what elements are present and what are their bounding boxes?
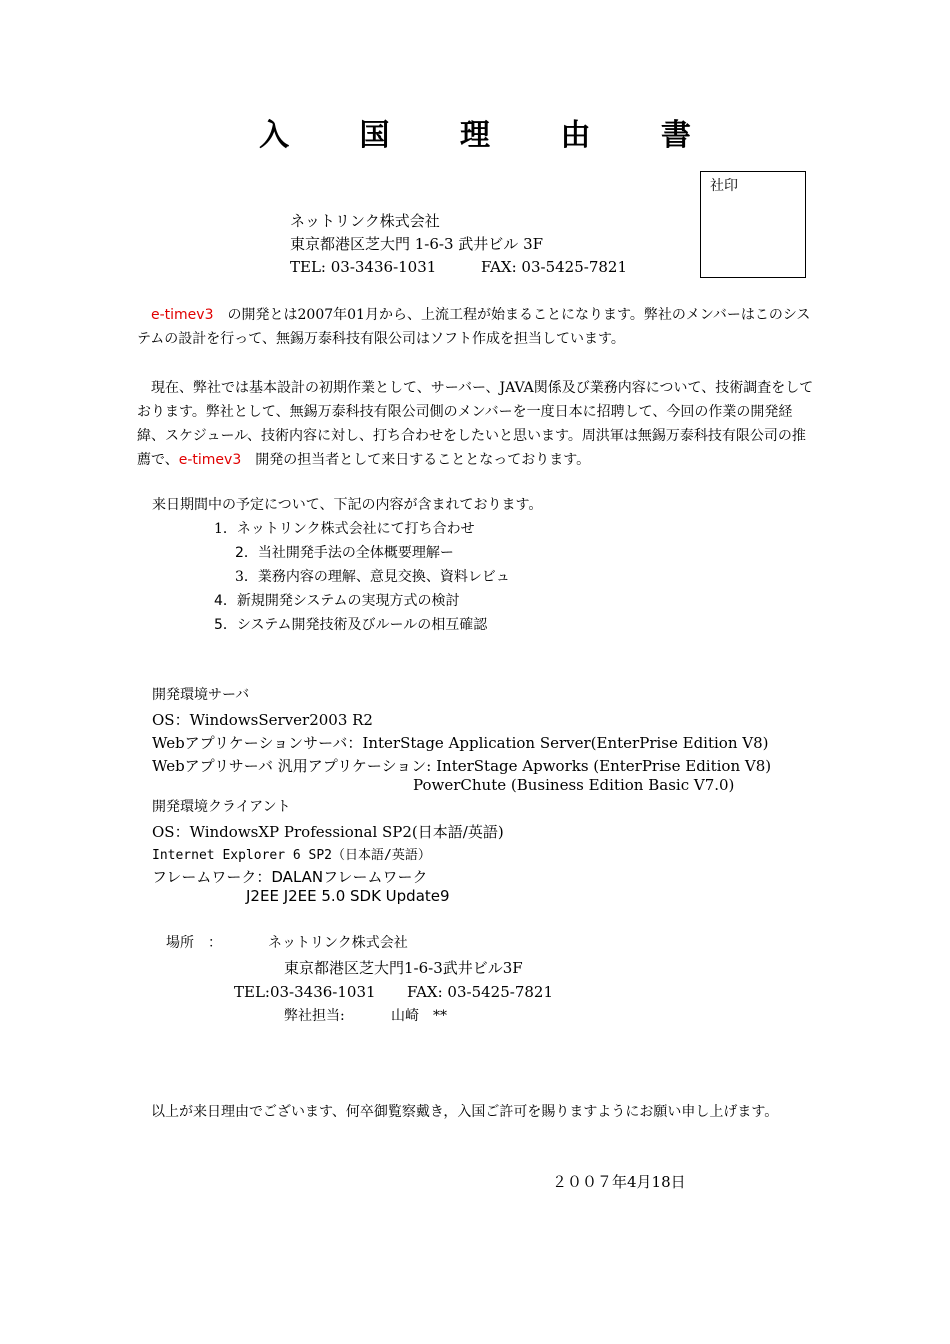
paragraph-2: 現在、弊社では基本設計の初期作業として、サーバー、JAVA関係及び業務内容について、技術調査をしております。弊社として、無錫万泰科技有限公司側のメンバーを一度日本に招聘して、今回の作業の開発経緯、スケジュール、技術内容に対し、打ち合わせをしたいと思います。周洪軍は無錫万泰科技有限公司の推薦で、e-timev3 開発の担当者として来日することとなっております。 (137, 380, 814, 468)
location-tel: TEL:03-3436-1031 (234, 983, 376, 1001)
client-env-heading: 開発環境クライアント (152, 799, 291, 815)
paragraph-1: e-timev3 の開発とは2007年01月から、上流工程が始まることになります。弊社のメンバーはこのシステムの設計を行って、無錫万泰科技有限公司はソフト作成を担当しています。 (137, 307, 811, 347)
j2ee-sdk: J2EE J2EE 5.0 SDK Update9 (246, 887, 450, 905)
contact-label: 弊社担当: (284, 1008, 345, 1024)
framework: フレームワーク：DALANフレームワーク (152, 868, 428, 886)
schedule-item-5: 5．システム開発技術及びルールの相互確認 (214, 617, 488, 633)
internet-explorer: Internet Explorer 6 SP2（日本語/英語） (152, 848, 431, 863)
client-os: OS：WindowsXP Professional SP2(日本語/英語) (152, 823, 504, 841)
closing-paragraph: 以上が来日理由でございます、何卒御覧察戴き，入国ご許可を賜りますようにお願い申し上げます。 (137, 1104, 779, 1120)
web-general-app: Webアプリサーバ 汎用アプリケーション: InterStage Apworks (EnterPrise Edition V8) (152, 757, 772, 775)
schedule-item-4: 4．新規開発システムの実現方式の検討 (214, 593, 460, 609)
powerchute: PowerChute (Business Edition Basic V7.0) (413, 776, 735, 794)
document-date: ２００７年4月18日 (552, 1173, 686, 1191)
location-company: ネットリンク株式会社 (268, 935, 408, 951)
product-name: e-timev3 (178, 452, 242, 468)
seal-label: 社印 (710, 178, 738, 194)
document-title: 入 国 理 由 書 (259, 118, 721, 153)
location-label: 場所 ： (166, 935, 222, 951)
web-app-server: Webアプリケーションサーバ：InterStage Application Server(EnterPrise Edition V8) (152, 734, 769, 752)
server-env-heading: 開発環境サーバ (152, 687, 250, 703)
sender-tel: TEL: 03-3436-1031 (290, 258, 437, 276)
location-fax: FAX: 03-5425-7821 (407, 983, 554, 1001)
schedule-item-3: 3．業務内容の理解、意見交換、資料レビュ (235, 569, 510, 585)
sender-company: ネットリンク株式会社 (290, 212, 440, 230)
contact-name: 山崎 ** (391, 1008, 447, 1024)
sender-fax: FAX: 03-5425-7821 (481, 258, 628, 276)
schedule-item-2: 2．当社開発手法の全体概要理解ー (235, 545, 454, 561)
location-address: 東京都港区芝大門1-6-3武井ビル3F (284, 959, 523, 977)
sender-address: 東京都港区芝大門 1-6-3 武井ビル 3F (290, 235, 544, 253)
schedule-item-1: 1．ネットリンク株式会社にて打ち合わせ (214, 521, 475, 537)
company-seal-box (700, 171, 806, 278)
server-os: OS：WindowsServer2003 R2 (152, 711, 373, 729)
schedule-intro: 来日期間中の予定について、下記の内容が含まれております。 (152, 497, 543, 513)
product-name: e-timev3 (151, 307, 214, 323)
